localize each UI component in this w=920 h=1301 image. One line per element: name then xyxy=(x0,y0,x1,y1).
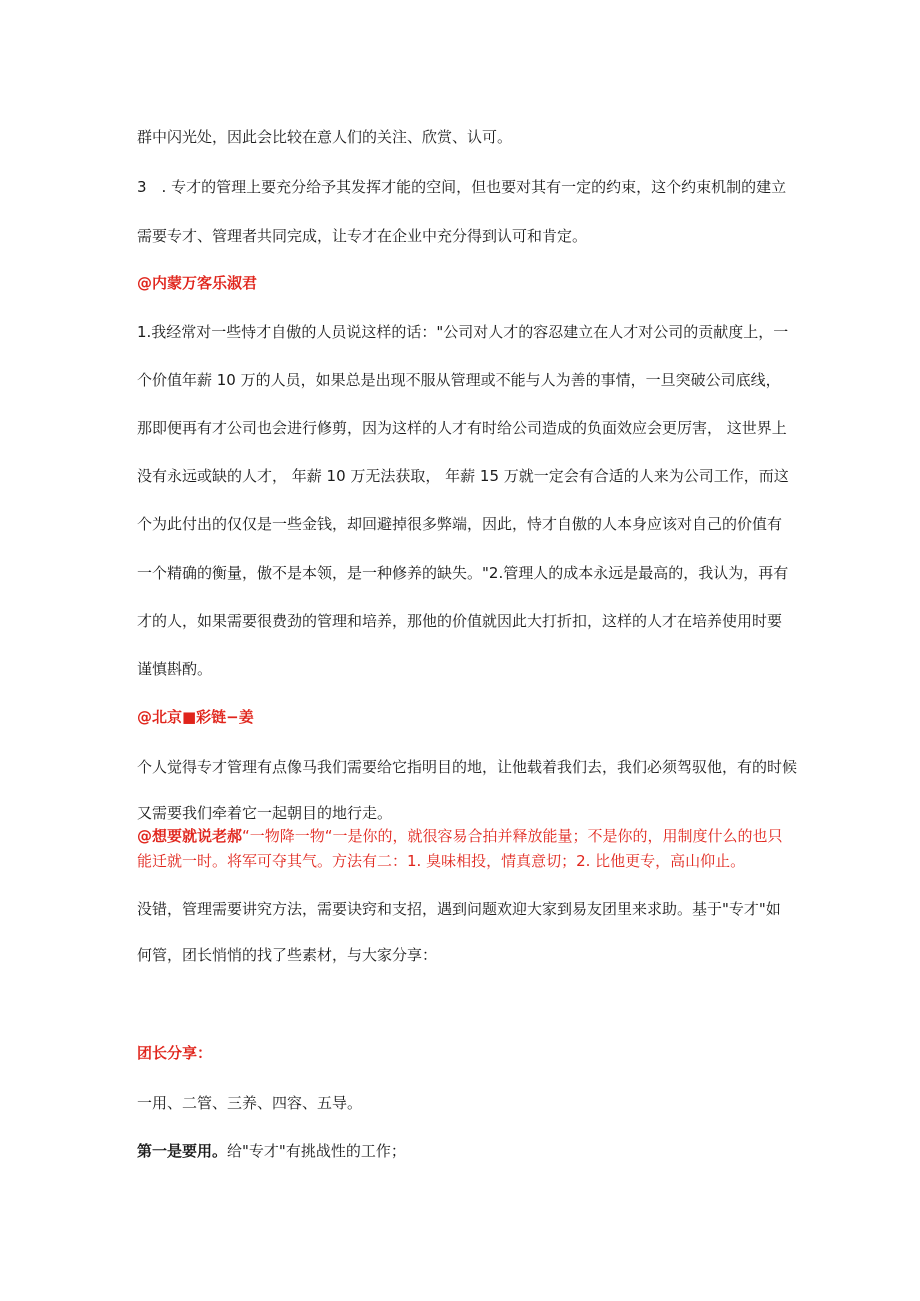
paragraph-line: 没错，管理需要讲究方法，需要诀窍和支招，遇到问题欢迎大家到易友团里来求助。基于"专才"如 xyxy=(137,900,781,918)
body-text: 给"专才"有挑战性的工作； xyxy=(227,1142,406,1160)
paragraph-line: 3 . 专才的管理上要充分给予其发挥才能的空间，但也要对其有一定的约束，这个约束机制的建立 xyxy=(137,178,787,196)
paragraph-line: 谨慎斟酌。 xyxy=(137,660,213,678)
paragraph-line: 1.我经常对一些恃才自傲的人员说这样的话："公司对人才的容忍建立在人才对公司的贡献度上，一 xyxy=(137,323,789,341)
paragraph-line: 又需要我们牵着它一起朝目的地行走。 xyxy=(137,804,393,822)
paragraph-line: 群中闪光处，因此会比较在意人们的关注、欣赏、认可。 xyxy=(137,128,513,146)
paragraph-line: 个价值年薪 10 万的人员，如果总是出现不服从管理或不能与人为善的事情，一旦突破公司底线， xyxy=(137,371,781,389)
quote-text: “一物降一物“一是你的，就很容易合拍并释放能量；不是你的，用制度什么的也只 xyxy=(242,827,783,845)
quote-line: 能迁就一时。将军可夺其气。方法有二：1. 臭味相投，情真意切；2. 比他更专，高山仰止。 xyxy=(137,852,746,870)
emphasis-text: 第一是要用。 xyxy=(137,1142,228,1160)
paragraph-line: 才的人，如果需要很费劲的管理和培养，那他的价值就因此大打折扣，这样的人才在培养使用时要 xyxy=(137,612,783,630)
paragraph-line: 需要专才、管理者共同完成，让专才在企业中充分得到认可和肯定。 xyxy=(137,227,588,245)
section-heading: @内蒙万客乐淑君 xyxy=(137,274,258,292)
quote-line xyxy=(137,826,817,846)
section-heading: @北京■彩链−姜 xyxy=(137,708,254,726)
paragraph-line: 一个精确的衡量，傲不是本领，是一种修养的缺失。"2.管理人的成本永远是最高的，我认为，再有 xyxy=(137,564,789,582)
paragraph-line xyxy=(137,1141,817,1161)
paragraph-line: 一用、二管、三养、四容、五导。 xyxy=(137,1094,363,1112)
paragraph-line: 何管，团长悄悄的找了些素材，与大家分享： xyxy=(137,946,438,964)
paragraph-line: 没有永远或缺的人才， 年薪 10 万无法获取， 年薪 15 万就一定会有合适的人来为公司工作，而这 xyxy=(137,467,789,485)
paragraph-line: 那即便再有才公司也会进行修剪，因为这样的人才有时给公司造成的负面效应会更厉害， 这世界上 xyxy=(137,419,787,437)
quote-author: @想要就说老郝 xyxy=(137,827,243,845)
paragraph-line: 个人觉得专才管理有点像马我们需要给它指明目的地，让他载着我们去，我们必须驾驭他，有的时候 xyxy=(137,758,798,776)
paragraph-line: 个为此付出的仅仅是一些金钱，却回避掉很多弊端，因此，恃才自傲的人本身应该对自己的价值有 xyxy=(137,515,783,533)
section-heading: 团长分享： xyxy=(137,1044,213,1062)
